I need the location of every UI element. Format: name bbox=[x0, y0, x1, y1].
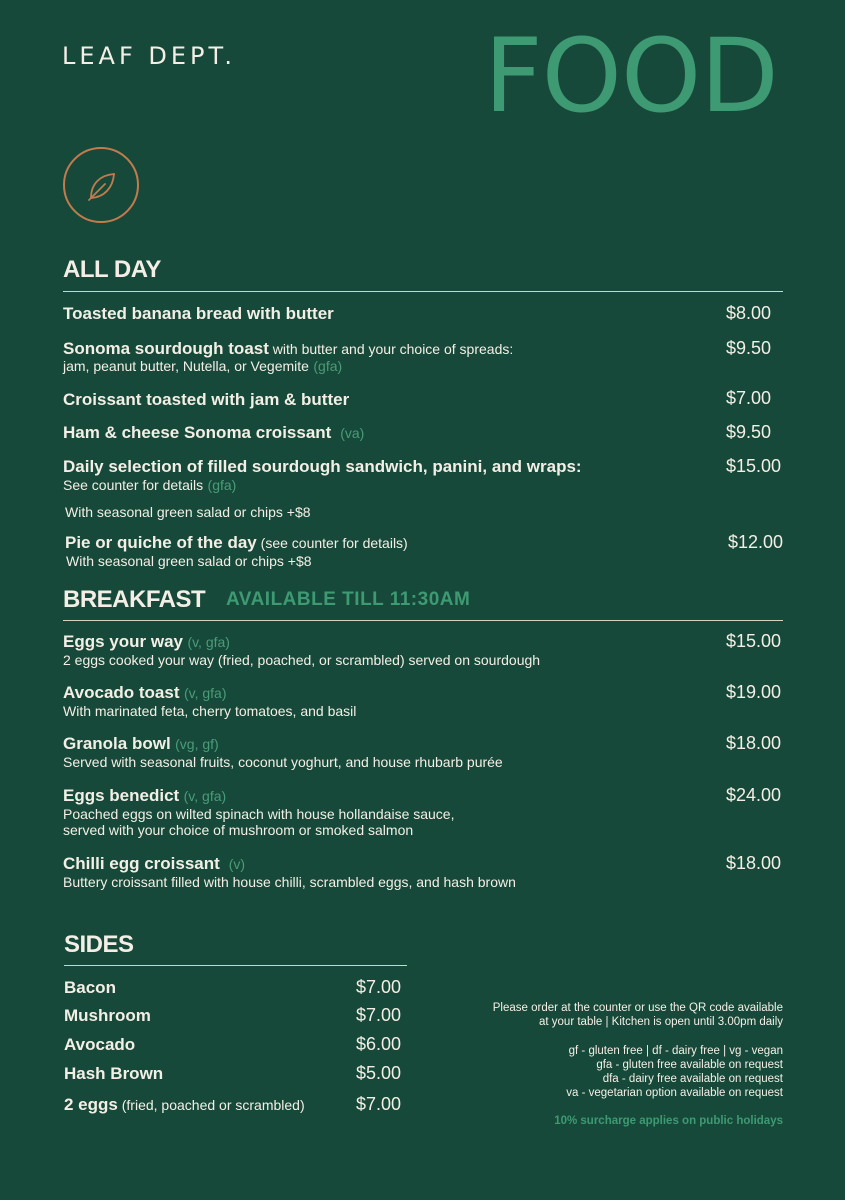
item-price: $19.00 bbox=[726, 682, 782, 702]
menu-item bbox=[63, 786, 713, 838]
item-price: $7.00 bbox=[726, 388, 772, 408]
item-name: Pie or quiche of the day bbox=[65, 533, 257, 552]
brand-logo: LEAF DEPT. bbox=[62, 42, 236, 70]
menu-item bbox=[63, 632, 713, 668]
item-name: Croissant toasted with jam & butter bbox=[63, 390, 350, 409]
dietary-tag: (vg, gf) bbox=[175, 736, 219, 752]
ordering-note-line: at your table | Kitchen is open until 3.00pm daily bbox=[539, 1016, 783, 1028]
legend-line: gf - gluten free | df - dairy free | vg - vegan bbox=[568, 1045, 783, 1057]
page-title: FOOD bbox=[484, 17, 778, 136]
ordering-note-line: Please order at the counter or use the QR code available bbox=[492, 1002, 783, 1014]
leaf-icon bbox=[63, 147, 139, 223]
item-desc: With seasonal green salad or chips +$8 bbox=[66, 553, 312, 569]
item-price: $18.00 bbox=[726, 733, 782, 753]
item-price: $15.00 bbox=[726, 456, 782, 476]
item-price: $18.00 bbox=[726, 853, 782, 873]
side-item-price: $6.00 bbox=[356, 1034, 402, 1054]
side-item-name: Bacon bbox=[64, 978, 116, 997]
item-price: $15.00 bbox=[726, 631, 782, 651]
side-item-name: Avocado bbox=[64, 1035, 136, 1054]
menu-item bbox=[63, 683, 713, 719]
surcharge-note: 10% surcharge applies on public holidays bbox=[554, 1115, 783, 1127]
menu-item bbox=[63, 423, 364, 443]
item-inline-desc: with butter and your choice of spreads: bbox=[268, 341, 514, 357]
item-desc: See counter for details bbox=[63, 477, 204, 493]
dietary-tag: (v) bbox=[228, 856, 246, 872]
item-desc-2: served with your choice of mushroom or smoked salmon bbox=[63, 822, 414, 838]
dietary-tag: (v, gfa) bbox=[183, 788, 227, 804]
item-name: Ham & cheese Sonoma croissant bbox=[63, 423, 332, 442]
item-desc: 2 eggs cooked your way (fried, poached, or scrambled) served on sourdough bbox=[63, 652, 541, 668]
ordering-note bbox=[423, 1001, 783, 1029]
item-desc: Buttery croissant filled with house chilli, scrambled eggs, and hash brown bbox=[63, 874, 516, 890]
side-item bbox=[64, 1095, 305, 1115]
menu-item bbox=[63, 339, 703, 376]
dietary-legend bbox=[423, 1044, 783, 1100]
availability-note: AVAILABLE TILL 11:30AM bbox=[226, 589, 471, 610]
dietary-tag: (v, gfa) bbox=[183, 685, 227, 701]
menu-item bbox=[63, 457, 713, 520]
side-item-name: Hash Brown bbox=[64, 1064, 164, 1083]
dietary-tag: (va) bbox=[340, 425, 365, 441]
item-price: $9.50 bbox=[726, 422, 772, 442]
dietary-tag: (gfa) bbox=[207, 477, 237, 493]
section-title-sides: SIDES bbox=[64, 931, 134, 958]
side-item-price: $5.00 bbox=[356, 1063, 402, 1083]
legend-line: gfa - gluten free available on request bbox=[596, 1059, 783, 1071]
side-item-price: $7.00 bbox=[356, 1005, 402, 1025]
side-item-price: $7.00 bbox=[356, 1094, 402, 1114]
item-desc: With marinated feta, cherry tomatoes, and basil bbox=[63, 703, 357, 719]
side-item-name: 2 eggs bbox=[64, 1095, 118, 1114]
section-title-breakfast: BREAKFAST bbox=[63, 586, 206, 613]
menu-item bbox=[63, 854, 713, 890]
item-price: $8.00 bbox=[726, 303, 772, 323]
dietary-tag: (gfa) bbox=[313, 358, 343, 374]
item-name: Toasted banana bread with butter bbox=[63, 304, 334, 323]
item-name: Sonoma sourdough toast bbox=[63, 339, 269, 358]
item-price: $12.00 bbox=[728, 532, 784, 552]
item-price: $9.50 bbox=[726, 338, 772, 358]
section-divider bbox=[63, 620, 783, 621]
menu-item bbox=[63, 304, 334, 324]
side-item-name: Mushroom bbox=[64, 1006, 151, 1025]
item-price: $24.00 bbox=[726, 785, 782, 805]
section-divider bbox=[64, 965, 407, 966]
item-name: Daily selection of filled sourdough sandwich, panini, and wraps: bbox=[63, 457, 582, 476]
item-extra: With seasonal green salad or chips +$8 bbox=[65, 504, 311, 520]
item-name: Eggs your way bbox=[63, 632, 183, 651]
legend-line: va - vegetarian option available on request bbox=[566, 1087, 783, 1099]
menu-item bbox=[63, 390, 349, 410]
item-name: Granola bowl bbox=[63, 734, 171, 753]
item-desc: jam, peanut butter, Nutella, or Vegemite bbox=[63, 358, 309, 374]
menu-item bbox=[65, 533, 705, 569]
legend-line: dfa - dairy free available on request bbox=[602, 1073, 783, 1085]
menu-item bbox=[63, 734, 713, 770]
item-desc: Served with seasonal fruits, coconut yoghurt, and house rhubarb purée bbox=[63, 754, 503, 770]
item-desc: Poached eggs on wilted spinach with house hollandaise sauce, bbox=[63, 806, 455, 822]
item-name: Avocado toast bbox=[63, 683, 180, 702]
side-item-price: $7.00 bbox=[356, 977, 402, 997]
item-inline-desc: (see counter for details) bbox=[256, 535, 408, 551]
item-name: Eggs benedict bbox=[63, 786, 180, 805]
side-item-inline-desc: (fried, poached or scrambled) bbox=[117, 1097, 305, 1113]
item-name: Chilli egg croissant bbox=[63, 854, 220, 873]
dietary-tag: (v, gfa) bbox=[187, 634, 230, 650]
section-title-all-day: ALL DAY bbox=[63, 256, 161, 283]
section-divider bbox=[63, 291, 783, 292]
